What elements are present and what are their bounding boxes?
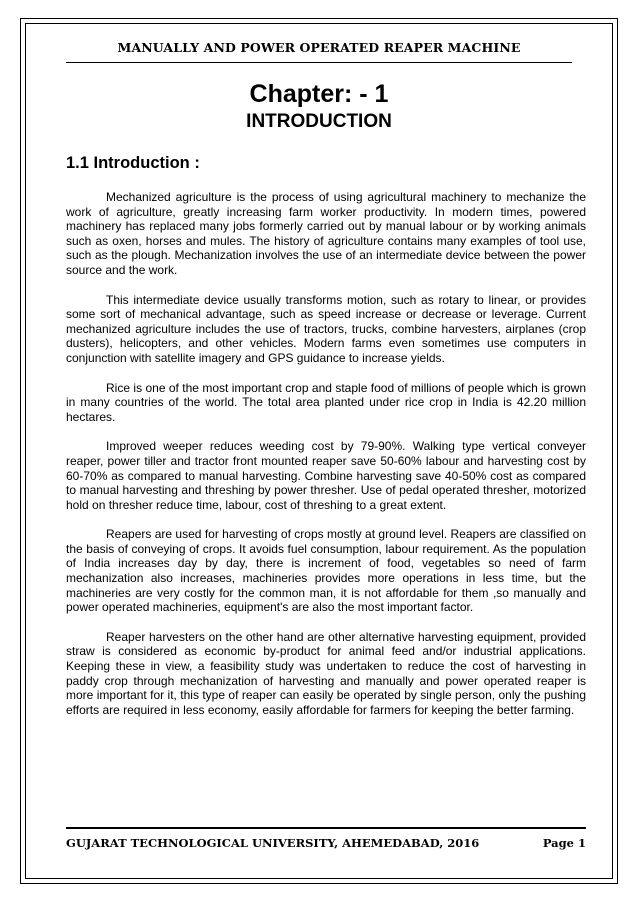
footer-divider: [66, 827, 586, 829]
section-heading: 1.1 Introduction :: [66, 154, 200, 172]
paragraph-1: Mechanized agriculture is the process of using agricultural machinery to mechanize the work of agriculture, greatly increasing farm worker productivity. In modern times, powered machinery has replaced many jobs formerly carried out by manual labour or by working animals such as oxen, horses and mules. The history of agriculture contains many examples of tool use, such as the plough. Mechanization involves the use of an intermediate device between the power source and the work.: [66, 190, 586, 277]
paragraph-5: Reapers are used for harvesting of crops mostly at ground level. Reapers are classified on the basis of conveying of crops. It avoids fuel consumption, labour requirement. As the population of India increases day by day, there is increment of food, vegetables so need of farm mechanization also increases, machineries provides more operations in less time, but the machineries are very costly for the common man, it is not affordable for them ,so manually and power operated machineries, equipment's are also the most important factor.: [66, 527, 586, 615]
page-number: Page 1: [542, 836, 586, 850]
body-text: [66, 190, 586, 732]
paragraph-2: This intermediate device usually transforms motion, such as rotary to linear, or provides some sort of mechanical advantage, such as speed increase or decrease or leverage. Current mechanized agriculture includes the use of tractors, trucks, combine harvesters, airplanes (crop dusters), helicopters, and other vehicles. Modern farms even sometimes use computers in conjunction with satellite imagery and GPS guidance to increase yields.: [66, 292, 586, 365]
footer-institution: GUJARAT TECHNOLOGICAL UNIVERSITY, AHEMEDABAD, 2016: [66, 836, 480, 850]
header-divider: [66, 62, 572, 63]
chapter-title: Chapter: - 1: [249, 80, 389, 108]
paragraph-6: Reaper harvesters on the other hand are other alternative harvesting equipment, provided straw is considered as economic by-product for animal feed and/or industrial applications. Keeping these in view, a feasibility study was undertaken to reduce the cost of harvesting in paddy crop through mechanization of harvesting and manually and power operated reaper is more important for it, this type of reaper can easily be operated by single person, only the pushing efforts are required in less economy, easily affordable for farmers for keeping the better farming.: [66, 629, 586, 717]
running-header: MANUALLY AND POWER OPERATED REAPER MACHINE: [117, 40, 521, 55]
chapter-subtitle: INTRODUCTION: [246, 111, 392, 132]
paragraph-3: Rice is one of the most important crop and staple food of millions of people which is grown in many countries of the world. The total area planted under rice crop in India is 42.20 million hectares.: [66, 380, 586, 424]
paragraph-4: Improved weeper reduces weeding cost by 79-90%. Walking type vertical conveyer reaper, power tiller and tractor front mounted reaper save 50-60% labour and harvesting cost by 60-70% as compared to manual harvesting. Combine harvesting save 40-50% cost as compared to manual harvesting and threshing by power thresher. Use of pedal operated thresher, motorized hold on thresher reduce time, labour, cost of threshing to a great extent.: [66, 439, 586, 512]
